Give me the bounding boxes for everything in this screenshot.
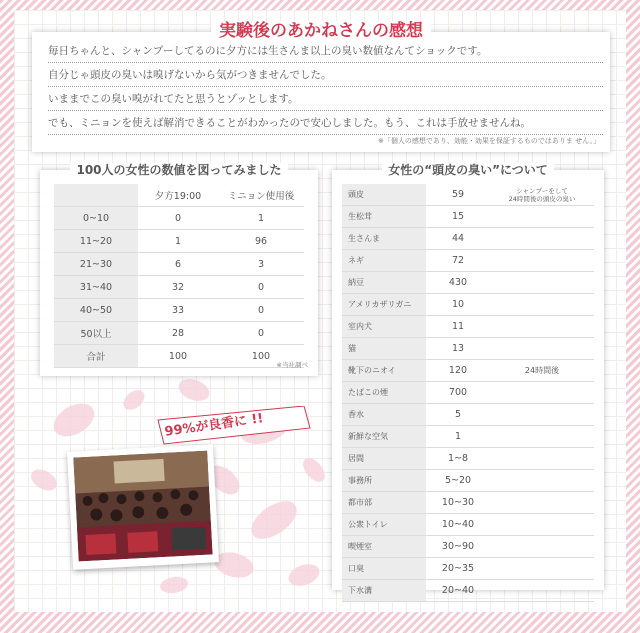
ribbon-label: 99%が良香に !! <box>163 411 265 440</box>
table-row <box>54 345 304 368</box>
survey-header-row <box>54 184 304 207</box>
survey-cell: 31~40 <box>54 276 138 299</box>
survey-header-cell: 夕方19:00 <box>138 184 218 207</box>
table-row <box>342 558 594 580</box>
odor-note-cell <box>490 470 594 492</box>
odor-value: 20~35 <box>426 558 490 580</box>
table-row <box>54 230 304 253</box>
table-row <box>342 206 594 228</box>
odor-value: 15 <box>426 206 490 228</box>
survey-header-cell: ミニョン使用後 <box>218 184 304 207</box>
survey-cell: 33 <box>138 299 218 322</box>
odor-note-cell <box>490 316 594 338</box>
odor-value: 1~8 <box>426 448 490 470</box>
odor-note-cell <box>490 382 594 404</box>
odor-source-label: アメリカザリガニ <box>342 294 426 316</box>
odor-source-label: 生さんま <box>342 228 426 250</box>
odor-source-label: 室内犬 <box>342 316 426 338</box>
odor-source-label: 納豆 <box>342 272 426 294</box>
survey-cell: 50以上 <box>54 322 138 345</box>
odor-source-label: 香水 <box>342 404 426 426</box>
table-row <box>342 272 594 294</box>
odor-note-cell <box>490 558 594 580</box>
odor-value: 72 <box>426 250 490 272</box>
survey-cell: 100 <box>218 345 304 368</box>
impression-box <box>32 21 610 152</box>
survey-panel <box>40 163 318 376</box>
table-row <box>342 492 594 514</box>
odor-note-cell <box>490 206 594 228</box>
odor-note-cell <box>490 514 594 536</box>
table-row <box>342 228 594 250</box>
odor-value: 10~30 <box>426 492 490 514</box>
impression-line-4: でも、ミニョンを使えば解消できることがわかったので安心しました。もう、これは手放せませんね。 <box>48 112 603 135</box>
table-row <box>342 514 594 536</box>
odor-source-label: ネギ <box>342 250 426 272</box>
odor-value: 30~90 <box>426 536 490 558</box>
survey-table <box>54 184 304 368</box>
odor-panel <box>332 163 604 596</box>
survey-cell: 合計 <box>54 345 138 368</box>
odor-value: 10~40 <box>426 514 490 536</box>
odor-note-cell: 24時間後 <box>490 360 594 382</box>
survey-header-cell <box>54 184 138 207</box>
odor-note-cell: シャンプーをして 24時間後の頭皮の臭い <box>490 184 594 206</box>
survey-cell: 100 <box>138 345 218 368</box>
survey-panel-title: 100人の女性の数値を図ってみました <box>40 161 318 178</box>
survey-cell: 28 <box>138 322 218 345</box>
survey-cell: 1 <box>138 230 218 253</box>
odor-source-label: 靴下のニオイ <box>342 360 426 382</box>
odor-source-label: 猫 <box>342 338 426 360</box>
table-row <box>342 250 594 272</box>
odor-source-label: 頭皮 <box>342 184 426 206</box>
table-row <box>342 536 594 558</box>
impression-title: 実験後のあかねさんの感想 <box>32 16 610 41</box>
odor-source-label: 口臭 <box>342 558 426 580</box>
table-row <box>342 360 594 382</box>
odor-value: 5 <box>426 404 490 426</box>
survey-cell: 96 <box>218 230 304 253</box>
impression-line-1: 毎日ちゃんと、シャンプーしてるのに夕方には生さんま以上の臭い数値なんてショックです。 <box>48 40 603 63</box>
odor-note-cell <box>490 228 594 250</box>
table-row <box>54 253 304 276</box>
table-row <box>54 207 304 230</box>
table-row <box>54 276 304 299</box>
odor-source-label: たばこの煙 <box>342 382 426 404</box>
odor-panel-title: 女性の“頭皮の臭い”について <box>332 161 604 178</box>
table-row <box>342 316 594 338</box>
odor-note-cell <box>490 426 594 448</box>
odor-source-label: 下水溝 <box>342 580 426 602</box>
odor-value: 11 <box>426 316 490 338</box>
survey-cell: 0 <box>138 207 218 230</box>
content-area <box>14 10 626 612</box>
odor-note-cell <box>490 536 594 558</box>
seminar-photo <box>67 444 219 569</box>
odor-note-cell <box>490 272 594 294</box>
odor-source-label: 生松茸 <box>342 206 426 228</box>
odor-note-cell <box>490 580 594 602</box>
table-row <box>342 294 594 316</box>
table-row <box>54 299 304 322</box>
survey-cell: 3 <box>218 253 304 276</box>
survey-cell: 11~20 <box>54 230 138 253</box>
survey-cell: 1 <box>218 207 304 230</box>
table-row <box>342 580 594 602</box>
odor-value: 1 <box>426 426 490 448</box>
odor-table <box>342 184 594 602</box>
survey-cell: 21~30 <box>54 253 138 276</box>
odor-value: 430 <box>426 272 490 294</box>
table-row <box>342 404 594 426</box>
odor-note-cell <box>490 250 594 272</box>
survey-cell: 0 <box>218 322 304 345</box>
odor-source-label: 公衆トイレ <box>342 514 426 536</box>
table-row <box>342 184 594 206</box>
table-row <box>342 426 594 448</box>
odor-source-label: 都市部 <box>342 492 426 514</box>
odor-value: 120 <box>426 360 490 382</box>
odor-value: 10 <box>426 294 490 316</box>
table-row <box>342 338 594 360</box>
odor-value: 13 <box>426 338 490 360</box>
survey-cell: 6 <box>138 253 218 276</box>
impression-line-3: いままでこの臭い嗅がれてたと思うとゾッとします。 <box>48 88 603 111</box>
disclaimer-note: ※「個人の感想であり、効能・効果を保証するものではありま せん。」 <box>377 137 600 145</box>
survey-cell: 0 <box>218 276 304 299</box>
survey-source-note: ※当社調べ <box>276 361 308 369</box>
impression-line-2: 自分じゃ頭皮の臭いは嗅げないから気がつきませんでした。 <box>48 64 603 87</box>
odor-note-cell <box>490 294 594 316</box>
odor-source-label: 喫煙室 <box>342 536 426 558</box>
odor-value: 20~40 <box>426 580 490 602</box>
odor-note-cell <box>490 492 594 514</box>
odor-note-cell <box>490 338 594 360</box>
odor-value: 44 <box>426 228 490 250</box>
odor-source-label: 居間 <box>342 448 426 470</box>
survey-cell: 40~50 <box>54 299 138 322</box>
odor-value: 59 <box>426 184 490 206</box>
odor-value: 700 <box>426 382 490 404</box>
survey-cell: 32 <box>138 276 218 299</box>
table-row <box>54 322 304 345</box>
table-row <box>342 470 594 492</box>
odor-value: 5~20 <box>426 470 490 492</box>
survey-cell: 0~10 <box>54 207 138 230</box>
table-row <box>342 448 594 470</box>
table-row <box>342 382 594 404</box>
odor-source-label: 事務所 <box>342 470 426 492</box>
odor-source-label: 新鮮な空気 <box>342 426 426 448</box>
survey-cell: 0 <box>218 299 304 322</box>
odor-note-cell <box>490 404 594 426</box>
odor-note-cell <box>490 448 594 470</box>
